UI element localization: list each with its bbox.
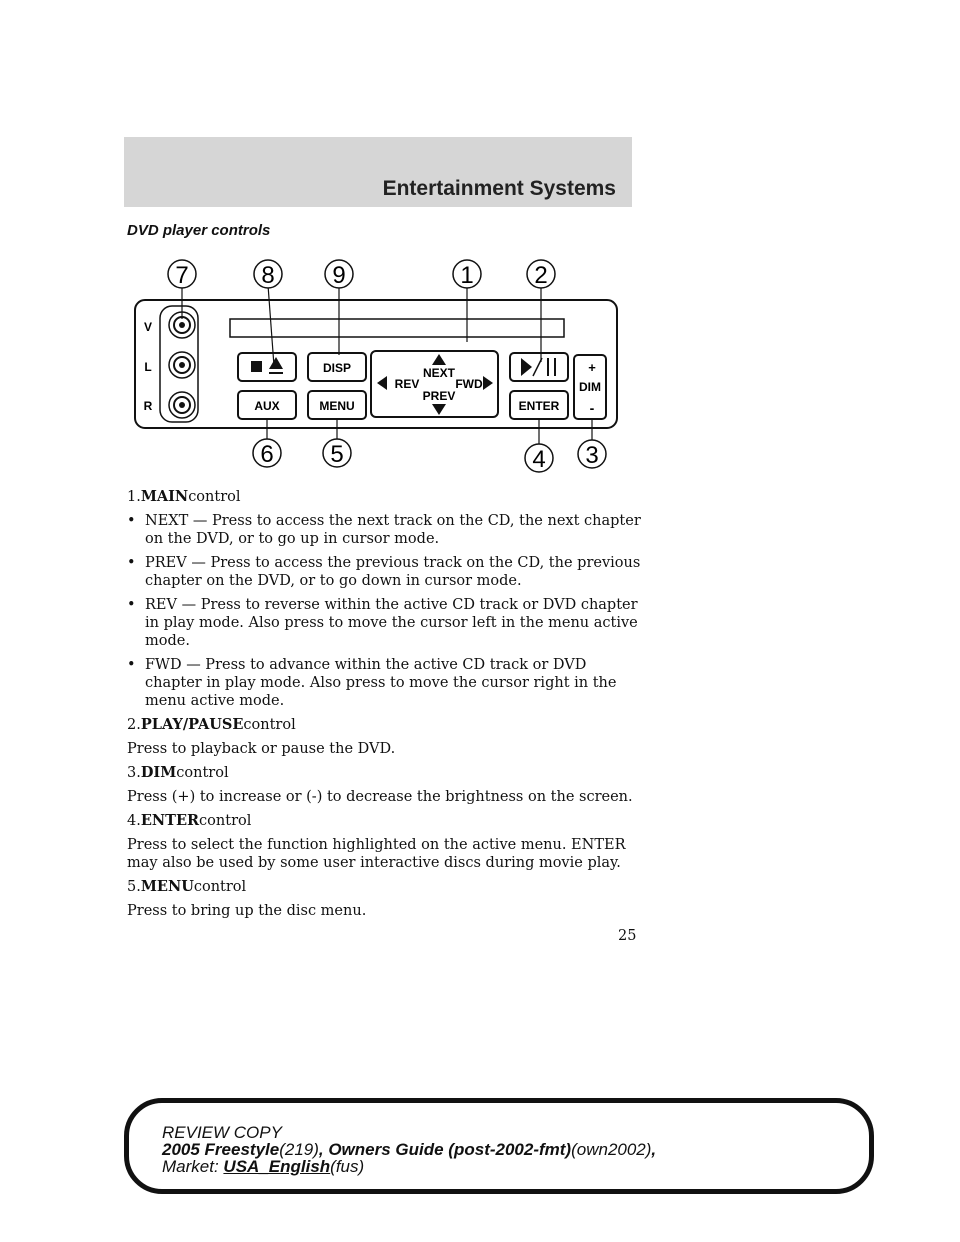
jack-r-icon [169,392,195,418]
jack-l-icon [169,352,195,378]
stop-eject-button [238,353,296,381]
footer-review-copy: REVIEW COPY [162,1123,282,1142]
dim-label: DIM [579,380,601,394]
svg-text:3: 3 [585,442,599,469]
play-pause-button [510,353,568,381]
item-menu-control: 5.MENUcontrol [127,878,247,895]
page-header-title: Entertainment Systems [382,177,616,200]
header-band [124,137,632,207]
stop-icon [251,361,262,372]
callout-9 [325,260,353,289]
bullet-rev: • REV — Press to reverse within the active CD track or DVD chapter in play mode. Also press to move the cursor left in the menu active mode. [127,597,638,649]
item-enter-control: 4.ENTERcontrol [127,812,252,829]
body-text [127,488,647,926]
svg-text:1: 1 [460,262,474,289]
dim-control-button [574,355,606,419]
disc-slot [230,319,564,337]
footer-text [162,1124,656,1175]
svg-text:DISP: DISP [322,361,352,375]
svg-text:5: 5 [330,441,344,468]
menu-description: Press to bring up the disc menu. [127,903,367,919]
dvd-controls-diagram [130,252,630,482]
svg-text:8: 8 [261,262,275,289]
enter-button [510,391,568,419]
jack-label-l: L [144,360,152,374]
svg-text:AUX: AUX [254,399,280,413]
fwd-label: FWD [455,377,483,391]
bullet-prev: • PREV — Press to access the previous track on the CD, the previous chapter on the DVD, or to go down in cursor mode. [127,555,641,589]
svg-text:ENTER: ENTER [518,399,560,413]
dim-description: Press (+) to increase or (-) to decrease the brightness on the screen. [127,789,633,805]
jack-label-r: R [143,399,153,413]
svg-text:7: 7 [175,262,189,289]
dim-minus-label: - [589,400,595,416]
dim-plus-label: + [588,360,596,375]
callout-8 [254,260,282,289]
callout-7 [168,260,196,289]
svg-text:9: 9 [332,262,346,289]
svg-text:6: 6 [260,441,274,468]
menu-button [308,391,366,419]
item-dim-control: 3.DIMcontrol [127,764,229,781]
svg-text:MENU: MENU [319,399,355,413]
svg-text:4: 4 [532,446,546,473]
callout-6 [253,439,281,468]
callout-1 [453,260,481,289]
disp-button [308,353,366,381]
enter-description: Press to select the function highlighted on the active menu. ENTER may also be used by some user interactive discs during movie play. [127,837,626,871]
page-number: 25 [618,928,637,944]
footer-model-line: 2005 Freestyle(219), Owners Guide (post-2002-fmt)(own2002), [162,1140,657,1159]
footer-market-line: Market: USA_English(fus) [162,1157,365,1176]
svg-text:2: 2 [534,262,548,289]
callout-3 [578,440,606,469]
item-main-control: 1.MAINcontrol [127,488,241,505]
bullet-fwd: • FWD — Press to advance within the active CD track or DVD chapter in play mode. Also press to move the cursor right in the menu active mode. [127,657,617,709]
callout-5 [323,439,351,468]
callout-4 [525,444,553,473]
bullet-next: • NEXT — Press to access the next track on the CD, the next chapter on the DVD, or to go up in cursor mode. [127,513,641,547]
rev-label: REV [394,377,420,391]
main-control-button [371,351,498,417]
next-label: NEXT [422,366,456,380]
jack-label-v: V [143,320,153,334]
play-pause-description: Press to playback or pause the DVD. [127,741,396,757]
section-title: DVD player controls [127,222,271,239]
aux-button [238,391,296,419]
item-play-pause-control: 2.PLAY/PAUSEcontrol [127,716,296,733]
prev-label: PREV [422,389,456,403]
callout-2 [527,260,555,289]
